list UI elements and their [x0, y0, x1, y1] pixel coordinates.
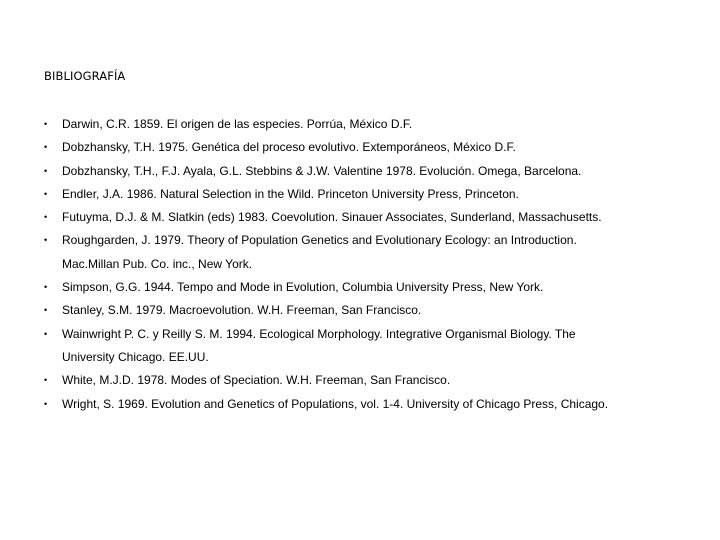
reference-item [44, 136, 704, 159]
reference-list [44, 113, 704, 416]
reference-text-line: White, M.J.D. 1978. Modes of Speciation. W.H. Freeman, San Francisco. [62, 373, 451, 388]
bullet-icon: • [44, 212, 48, 223]
reference-text-line: Wright, S. 1969. Evolution and Genetics of Populations, vol. 1-4. University of Chicago Press, Chicago. [62, 396, 609, 411]
reference-text-line: Mac.Millan Pub. Co. inc., New York. [62, 256, 253, 271]
reference-text-line: Darwin, C.R. 1859. El origen de las especies. Porrúa, México D.F. [62, 117, 413, 131]
reference-item [44, 393, 704, 416]
bullet-icon: • [44, 282, 48, 293]
bullet-icon: • [44, 235, 48, 246]
bullet-icon: • [44, 142, 48, 153]
reference-text-line: University Chicago. EE.UU. [62, 349, 209, 364]
reference-text-line: Dobzhansky, T.H. 1975. Genética del proceso evolutivo. Extemporáneos, México D.F. [62, 140, 516, 155]
reference-item [44, 276, 704, 299]
reference-text-line: Endler, J.A. 1986. Natural Selection in the Wild. Princeton University Press, Princeton. [62, 186, 519, 201]
reference-text-line: Futuyma, D.J. & M. Slatkin (eds) 1983. Coevolution. Sinauer Associates, Sunderland, Massachusetts. [62, 210, 602, 225]
reference-item [44, 369, 704, 392]
reference-item [44, 206, 704, 229]
bullet-icon: • [44, 398, 48, 409]
reference-item [44, 160, 704, 183]
reference-item [44, 113, 704, 136]
reference-item [44, 229, 704, 276]
reference-item [44, 183, 704, 206]
bullet-icon: • [44, 305, 48, 316]
bullet-icon: • [44, 119, 48, 129]
bibliography-heading: BIBLIOGRAFÍA [44, 69, 126, 83]
bullet-icon: • [44, 165, 48, 176]
reference-text-line: Dobzhansky, T.H., F.J. Ayala, G.L. Stebbins & J.W. Valentine 1978. Evolución. Omega, Barcelona. [62, 163, 582, 178]
bullet-icon: • [44, 375, 48, 386]
reference-text-line: Roughgarden, J. 1979. Theory of Population Genetics and Evolutionary Ecology: an Introduction. [62, 233, 577, 248]
reference-item [44, 299, 704, 322]
reference-text-line: Wainwright P. C. y Reilly S. M. 1994. Ecological Morphology. Integrative Organismal Biology. The [62, 326, 576, 341]
bullet-icon: • [44, 188, 48, 199]
reference-item [44, 323, 704, 370]
bullet-icon: • [44, 328, 48, 339]
reference-text-line: Simpson, G.G. 1944. Tempo and Mode in Evolution, Columbia University Press, New York. [62, 280, 544, 295]
reference-text-line: Stanley, S.M. 1979. Macroevolution. W.H. Freeman, San Francisco. [62, 303, 422, 318]
